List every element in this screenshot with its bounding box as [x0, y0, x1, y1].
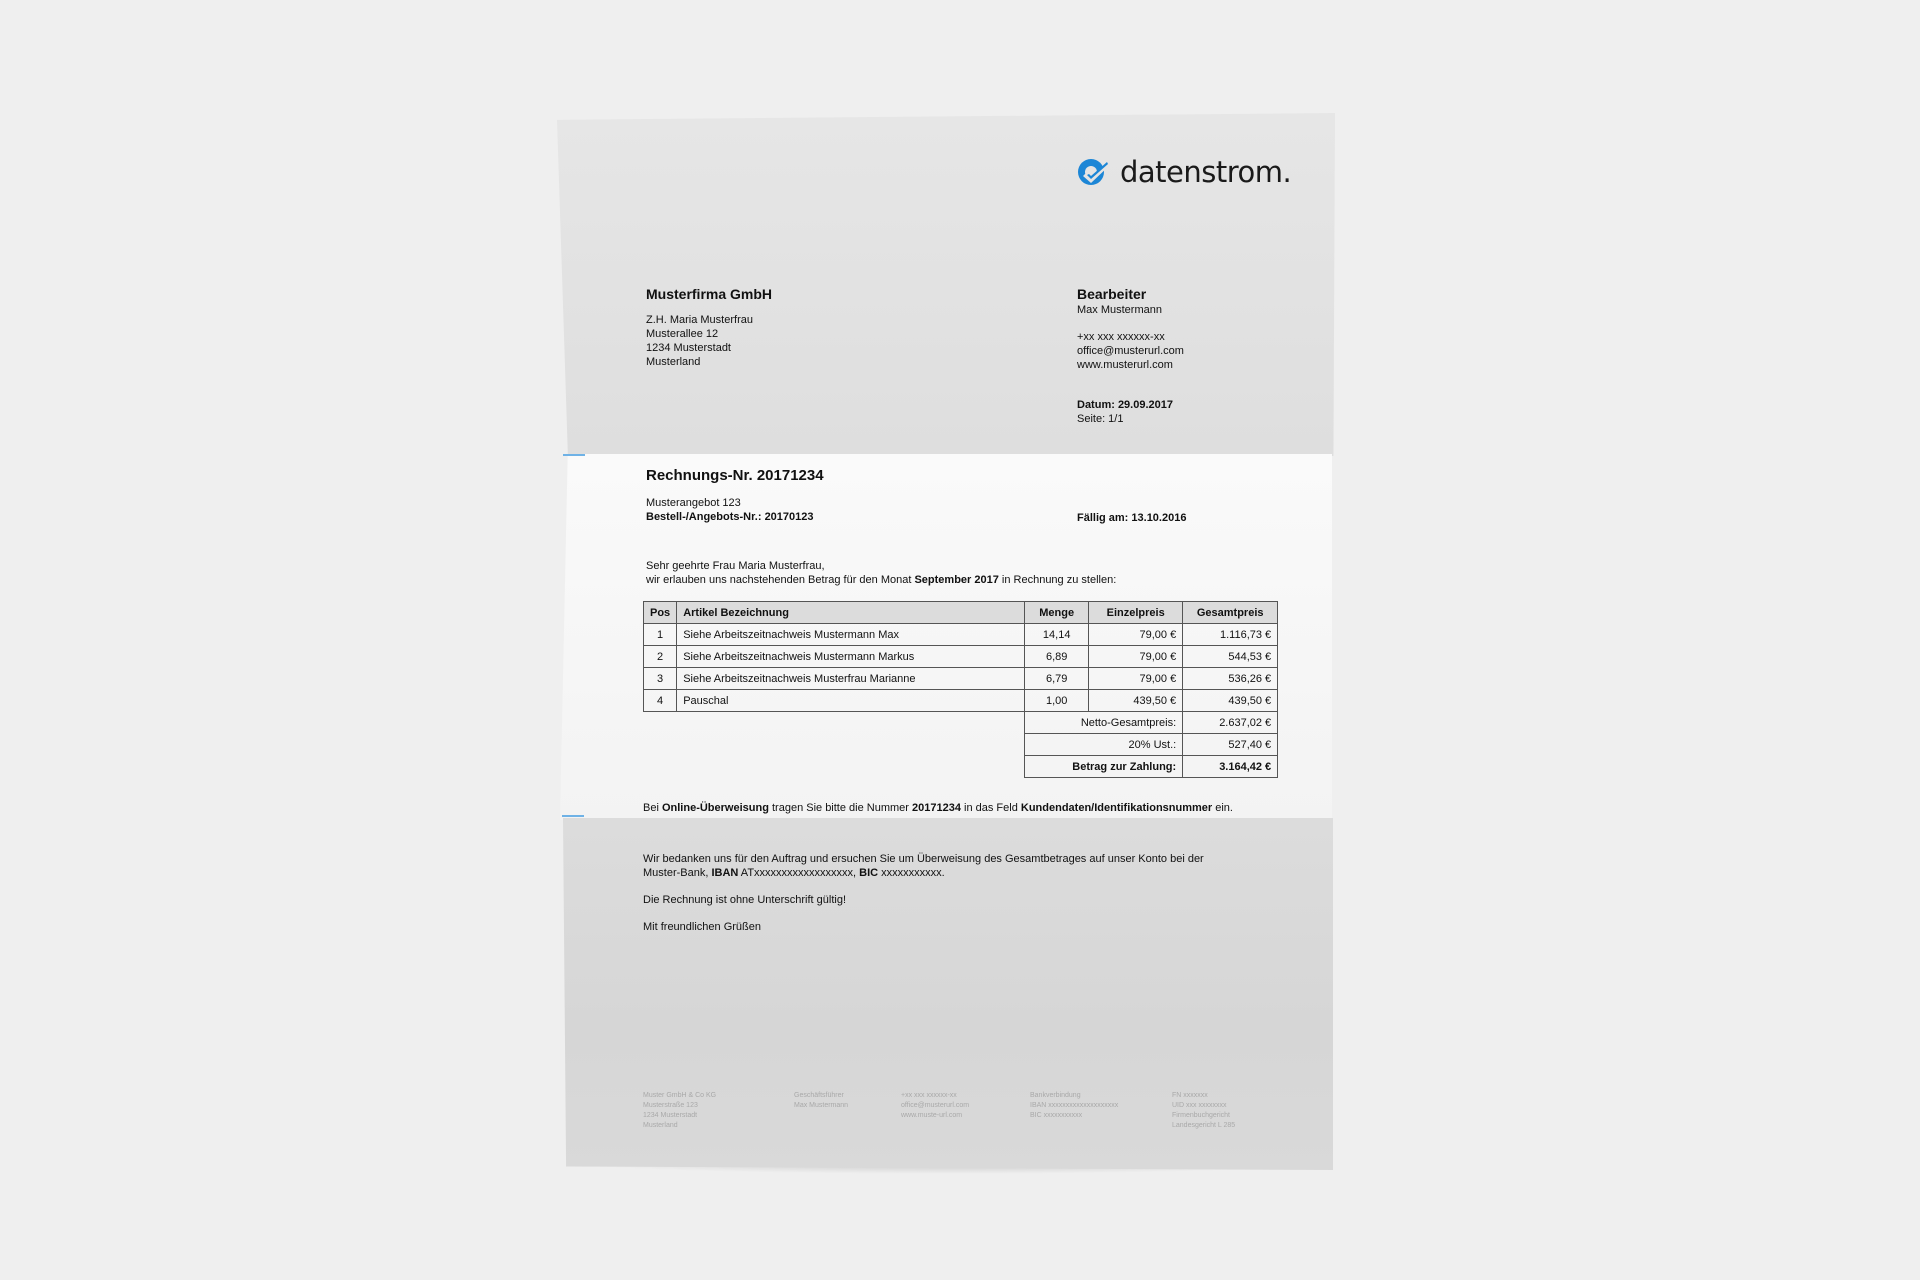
footer-line: UID xxx xxxxxxxx: [1172, 1102, 1227, 1109]
sender-email: office@musterurl.com: [1077, 345, 1184, 357]
recipient-address: [646, 285, 772, 369]
datenstrom-logo-icon: [1076, 156, 1112, 188]
totals-row-net: [644, 712, 1278, 734]
column-header-total-price: Gesamtpreis: [1183, 602, 1278, 624]
cell-pos: 1: [644, 624, 677, 646]
cell-total-price: 1.116,73 €: [1183, 624, 1278, 646]
tax-label: 20% Ust.:: [1025, 734, 1183, 756]
cell-unit-price: 79,00 €: [1089, 646, 1183, 668]
sender-heading: Bearbeiter: [1077, 286, 1147, 302]
footer-line: Musterstraße 123: [643, 1102, 698, 1109]
footer-line: Musterland: [643, 1122, 678, 1129]
transfer-field-name: Kundendaten/Identifikationsnummer: [1020, 802, 1213, 814]
table-row: [644, 624, 1278, 646]
due-date: Fällig am: 13.10.2016: [1077, 512, 1187, 524]
recipient-line: 1234 Musterstadt: [646, 342, 731, 354]
invoice-heading: [646, 467, 824, 524]
table-row: [644, 668, 1278, 690]
amount-due-value: 3.164,42 €: [1183, 756, 1278, 778]
intro-line-post: in Rechnung zu stellen:: [998, 574, 1117, 586]
table-row: [644, 690, 1278, 712]
logo-wordmark: datenstrom.: [1120, 155, 1292, 189]
bank-details: [643, 866, 1204, 880]
footer-line: Max Mustermann: [794, 1102, 849, 1109]
footer-line: www.muste-url.com: [901, 1112, 963, 1119]
recipient-line: Musterland: [646, 356, 701, 368]
bic-label: BIC: [859, 867, 879, 879]
table-header-row: [644, 602, 1278, 624]
cell-pos: 2: [644, 646, 677, 668]
amount-due-label: Betrag zur Zahlung:: [1025, 756, 1183, 778]
cell-unit-price: 79,00 €: [1089, 668, 1183, 690]
cell-pos: 3: [644, 668, 677, 690]
salutation: Sehr geehrte Frau Maria Musterfrau,: [646, 560, 825, 572]
footer-line: office@musterurl.com: [901, 1102, 970, 1109]
column-header-unit-price: Einzelpreis: [1089, 602, 1183, 624]
transfer-method: Online-Überweisung: [661, 802, 769, 814]
footer-company: [643, 1091, 716, 1131]
tax-value: 527,40 €: [1183, 734, 1278, 756]
bank-name: Muster-Bank,: [643, 867, 712, 879]
cell-quantity: 6,89: [1025, 646, 1089, 668]
fold-mark-bottom: [562, 815, 584, 817]
offer-reference: Musterangebot 123: [646, 497, 741, 509]
sender-block: [1077, 285, 1184, 426]
cell-total-price: 536,26 €: [1183, 668, 1278, 690]
page-number: Seite: 1/1: [1077, 413, 1124, 425]
sender-phone: +xx xxx xxxxxx-xx: [1077, 331, 1165, 343]
cell-quantity: 1,00: [1025, 690, 1089, 712]
column-header-description: Artikel Bezeichnung: [677, 602, 1025, 624]
totals-row-tax: [644, 734, 1278, 756]
column-header-pos: Pos: [644, 602, 677, 624]
footer-registry: [1172, 1091, 1235, 1131]
footer-line: +xx xxx xxxxxx-xx: [901, 1092, 957, 1099]
transfer-text: tragen Sie bitte die Nummer: [768, 802, 913, 814]
bic-value: xxxxxxxxxxx.: [878, 867, 945, 879]
column-header-quantity: Menge: [1025, 602, 1089, 624]
totals-row-payable: [644, 756, 1278, 778]
recipient-line: Musterallee 12: [646, 328, 719, 340]
fold-mark-top: [563, 454, 585, 456]
footer-line: Muster GmbH & Co KG: [643, 1092, 717, 1099]
cell-quantity: 14,14: [1025, 624, 1089, 646]
closing-line: Wir bedanken uns für den Auftrag und ersuchen Sie um Überweisung des Gesamtbetrages auf unser Konto bei der: [643, 853, 1204, 865]
footer-management: [794, 1091, 848, 1111]
transfer-note: [643, 801, 1233, 815]
intro-line-pre: wir erlauben uns nachstehenden Betrag für den Monat: [646, 574, 915, 586]
order-number: Bestell-/Angebots-Nr.: 20170123: [646, 511, 814, 523]
transfer-text: in das Feld: [960, 802, 1021, 814]
footer-bank: [1030, 1091, 1118, 1121]
intro-line: [646, 573, 1116, 587]
footer-contact: [901, 1091, 969, 1121]
greeting: Mit freundlichen Grüßen: [643, 921, 761, 933]
cell-unit-price: 439,50 €: [1089, 690, 1183, 712]
cell-unit-price: 79,00 €: [1089, 624, 1183, 646]
footer-line: IBAN xxxxxxxxxxxxxxxxxxxx: [1030, 1102, 1119, 1109]
invoice-date: Datum: 29.09.2017: [1077, 399, 1173, 411]
iban-value: ATxxxxxxxxxxxxxxxxxx,: [738, 867, 860, 879]
footer-line: Firmenbuchgericht: [1172, 1112, 1230, 1119]
cell-description: Siehe Arbeitszeitnachweis Musterfrau Marianne: [677, 668, 1025, 690]
cell-quantity: 6,79: [1025, 668, 1089, 690]
invoice-number: Rechnungs-Nr. 20171234: [646, 467, 824, 484]
due-date-block: [1077, 511, 1186, 525]
recipient-company: Musterfirma GmbH: [646, 286, 773, 302]
sender-website: www.musterurl.com: [1077, 359, 1173, 371]
cell-description: Siehe Arbeitszeitnachweis Mustermann Max: [677, 624, 1025, 646]
net-total-label: Netto-Gesamtpreis:: [1025, 712, 1183, 734]
transfer-reference-number: 20171234: [912, 802, 961, 814]
footer-line: Geschäftsführer: [794, 1092, 844, 1099]
closing-text: [643, 852, 1204, 934]
footer-line: Bankverbindung: [1030, 1092, 1081, 1099]
cell-pos: 4: [644, 690, 677, 712]
intro-text: [646, 559, 1116, 587]
footer-line: BIC xxxxxxxxxxx: [1030, 1112, 1083, 1119]
transfer-text: ein.: [1212, 802, 1233, 814]
transfer-text: Bei: [643, 802, 662, 814]
cell-description: Siehe Arbeitszeitnachweis Mustermann Markus: [677, 646, 1025, 668]
cell-total-price: 439,50 €: [1183, 690, 1278, 712]
intro-line-month: September 2017: [914, 574, 999, 586]
net-total-value: 2.637,02 €: [1183, 712, 1278, 734]
footer-line: FN xxxxxxx: [1172, 1092, 1208, 1099]
signature-note: Die Rechnung ist ohne Unterschrift gültig!: [643, 894, 846, 906]
company-logo: [1076, 155, 1291, 189]
cell-description: Pauschal: [677, 690, 1025, 712]
footer-line: 1234 Musterstadt: [643, 1112, 698, 1119]
sender-name: Max Mustermann: [1077, 304, 1162, 316]
recipient-line: Z.H. Maria Musterfrau: [646, 314, 753, 326]
iban-label: IBAN: [711, 867, 739, 879]
footer-line: Landesgericht L 285: [1172, 1122, 1236, 1129]
transfer-instruction: [643, 801, 1233, 815]
table-row: [644, 646, 1278, 668]
cell-total-price: 544,53 €: [1183, 646, 1278, 668]
invoice-items-table: [643, 601, 1278, 778]
